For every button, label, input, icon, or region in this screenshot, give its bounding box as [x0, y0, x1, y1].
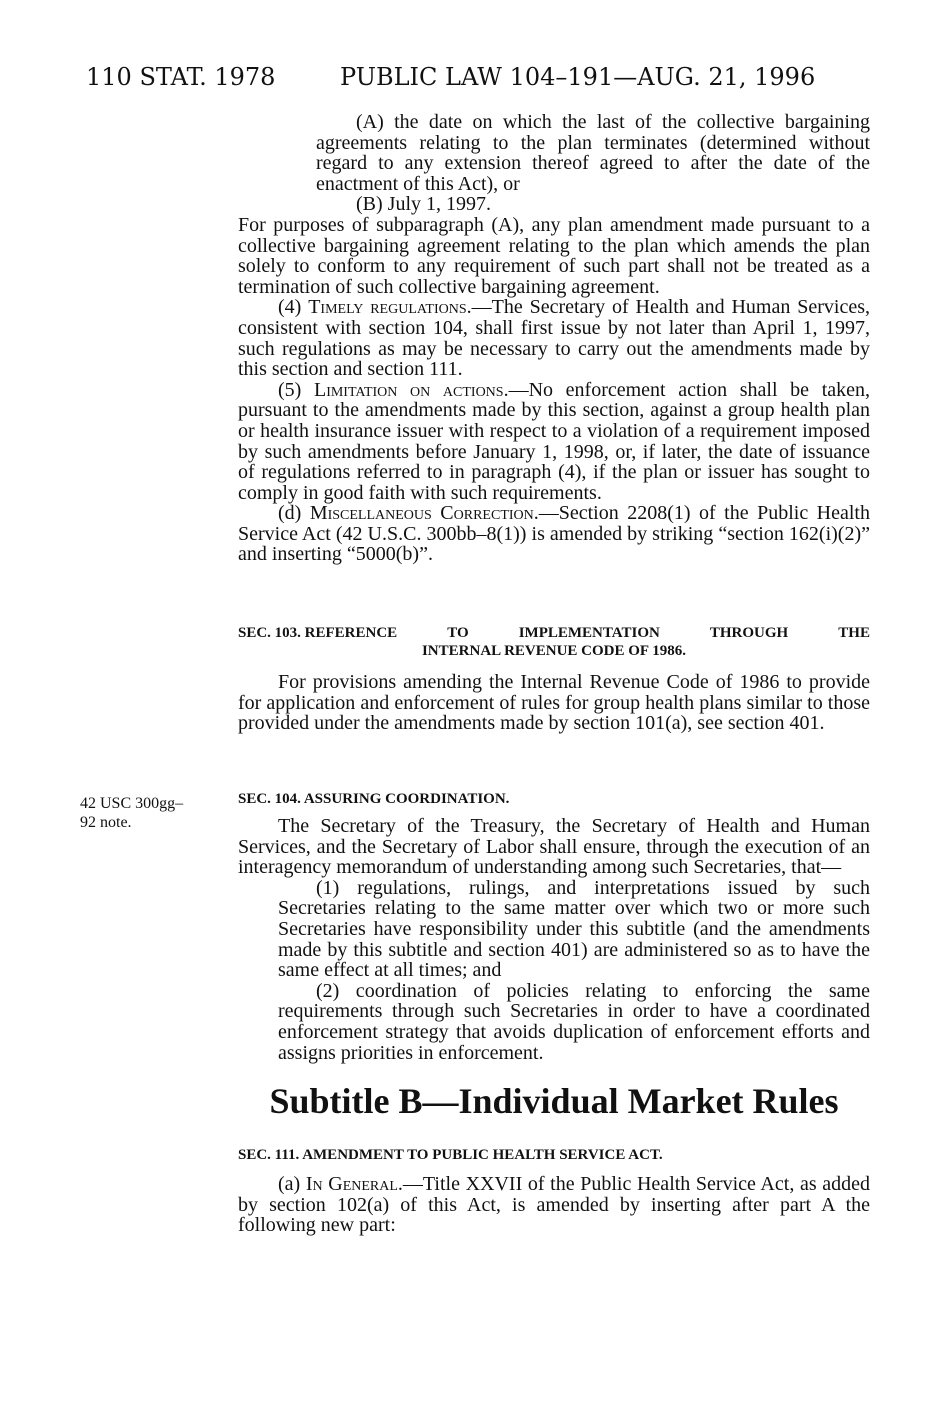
section-intro: The Secretary of the Treasury, the Secretary of Health and Human Services, and the Secretary of Labor shall ensure, through the execution of an interagency memorandum of understanding among such Secretaries, that—: [238, 815, 870, 879]
running-header: PUBLIC LAW 104–191—AUG. 21, 1996: [340, 63, 816, 91]
paragraph-text: —Section 2208(1) of the Public Health Service Act (42 U.S.C. 300bb–8(1)) is amended by striking “section 162(i)(2)” and inserting “5000(b)”.: [238, 502, 870, 566]
page-citation: 110 STAT. 1978: [86, 63, 276, 91]
section-heading: SEC. 104. ASSURING COORDINATION.: [238, 791, 510, 807]
paragraph-text: —The Secretary of Health and Human Services, consistent with section 104, shall first issue by not later than April 1, 1997, such regulations as may be necessary to carry out the amendments made by this section and section 111.: [238, 296, 870, 381]
paragraph-title: Timely regulations.: [308, 296, 472, 319]
margin-note: [80, 794, 183, 832]
paragraph-number: (4): [278, 296, 302, 319]
heading-word: THROUGH: [709, 625, 789, 641]
subsection-a: [238, 1174, 870, 1236]
paragraph-title: In General.: [305, 1173, 403, 1195]
section-heading-continued: INTERNAL REVENUE CODE OF 1986.: [421, 643, 687, 659]
paragraph-title: Miscellaneous Correction.: [309, 502, 539, 525]
section-104: [238, 790, 870, 1063]
subsection-d: [238, 503, 870, 565]
paragraph-text: —No enforcement action shall be taken, pursuant to the amendments made by this section, against a group health plan or health insurance issuer with respect to a violation of a requirement imposed by such amendments before January 1, 1998, or, if later, the date of issuance of regulations referred to in paragraph (4), if the plan or issuer has sought to comply in good faith with such requirements.: [238, 378, 871, 504]
section-103: [238, 624, 870, 734]
heading-word: SEC. 103. REFERENCE: [238, 625, 398, 641]
margin-note-line: 92 note.: [80, 814, 132, 831]
heading-word: THE: [838, 625, 870, 641]
paragraph-number: (a): [278, 1173, 301, 1195]
body-text-top: [238, 112, 870, 565]
section-heading: [238, 624, 870, 642]
subtitle-heading: Subtitle B—Individual Market Rules: [269, 1081, 839, 1121]
list-item: (1) regulations, rulings, and interpretations issued by such Secretaries relating to the same matter over which two or more such Secretaries have responsibility under this subtitle (and the amendments made by this subtitle and section 401) are administered so as to have the same effect at all times; and: [278, 876, 870, 982]
subparagraph-b: (B) July 1, 1997.: [356, 193, 491, 216]
list-item: (2) coordination of policies relating to enforcing the same requirements through such Secretaries in order to have a coordinated enforcement strategy that avoids duplication of enforcement efforts and assigns priorities in enforcement.: [278, 979, 870, 1064]
margin-note-line: 42 USC 300gg–: [80, 795, 184, 812]
paragraph-4: [238, 297, 870, 379]
paragraph-5: [238, 380, 870, 504]
paragraph-number: (d): [278, 502, 302, 525]
paragraph-title: Limitation on actions.: [313, 378, 509, 401]
purposes-paragraph: For purposes of subparagraph (A), any plan amendment made pursuant to a collective bargaining agreement relating to the plan which amends the plan solely to conform to any requirement of such part shall not be treated as a termination of such collective bargaining agreement.: [238, 213, 870, 298]
section-111: [238, 1146, 870, 1236]
subparagraph-a: (A) the date on which the last of the collective bargaining agreements relating to the plan terminates (determined without regard to any extension thereof agreed to after the date of the enactment of this Act), or: [316, 111, 870, 195]
paragraph-text: —Title XXVII of the Public Health Service Act, as added by section 102(a) of this Act, is amended by inserting after part A the following new part:: [238, 1173, 870, 1237]
section-heading: SEC. 111. AMENDMENT TO PUBLIC HEALTH SERVICE ACT.: [238, 1147, 663, 1163]
heading-word: IMPLEMENTATION: [518, 625, 660, 641]
paragraph-number: (5): [278, 378, 302, 401]
section-text: For provisions amending the Internal Revenue Code of 1986 to provide for application and enforcement of rules for group health plans similar to those provided under the amendments made by section 101(a), see section 401.: [238, 671, 870, 735]
heading-word: TO: [447, 625, 469, 641]
